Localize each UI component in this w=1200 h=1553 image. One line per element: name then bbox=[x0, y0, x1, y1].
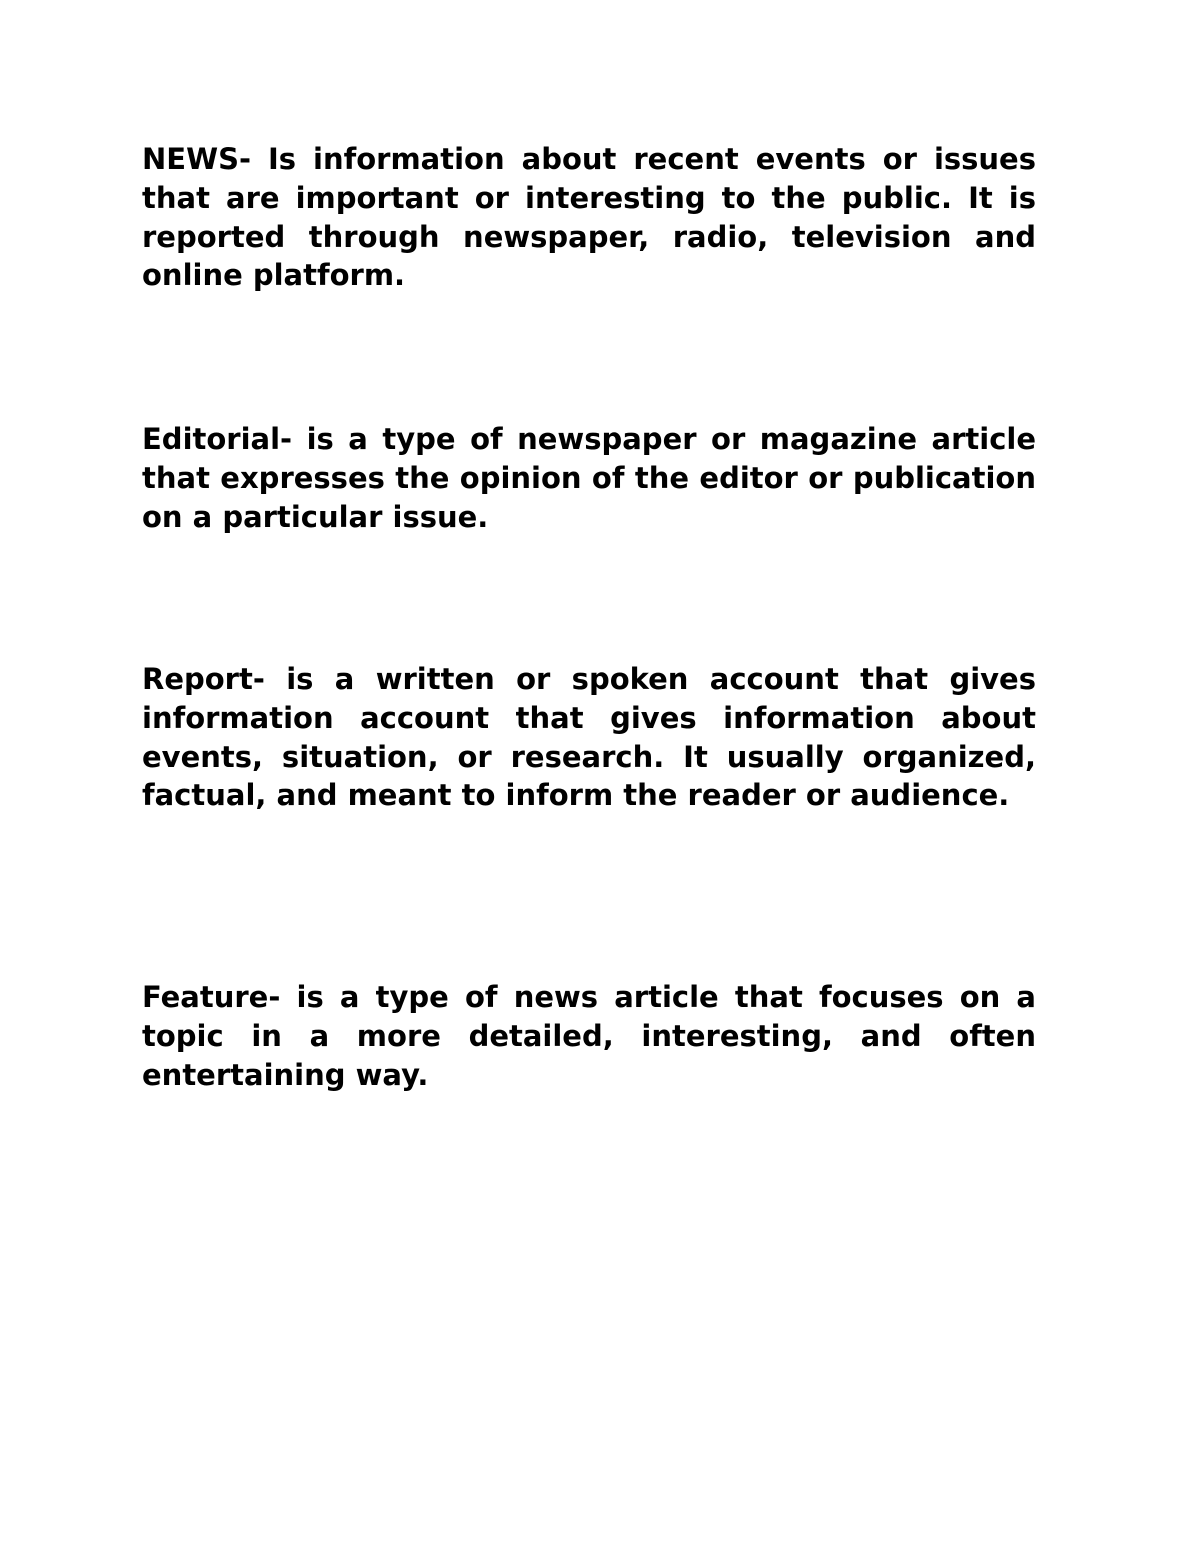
paragraph-editorial: Editorial- is a type of newspaper or magazine article that expresses the opinion of the editor or publication on a particular issue. bbox=[142, 422, 1036, 534]
paragraph-feature: Feature- is a type of news article that focuses on a topic in a more detailed, interesting, and often entertaining way. bbox=[142, 980, 1036, 1092]
paragraph-news: NEWS- Is information about recent events or issues that are important or interesting to the public. It is reported through newspaper, radio, television and online platform. bbox=[142, 142, 1036, 293]
paragraph-report: Report- is a written or spoken account that gives information account that gives information about events, situation, or research. It usually organized, factual, and meant to inform the reader or audience. bbox=[142, 662, 1036, 813]
